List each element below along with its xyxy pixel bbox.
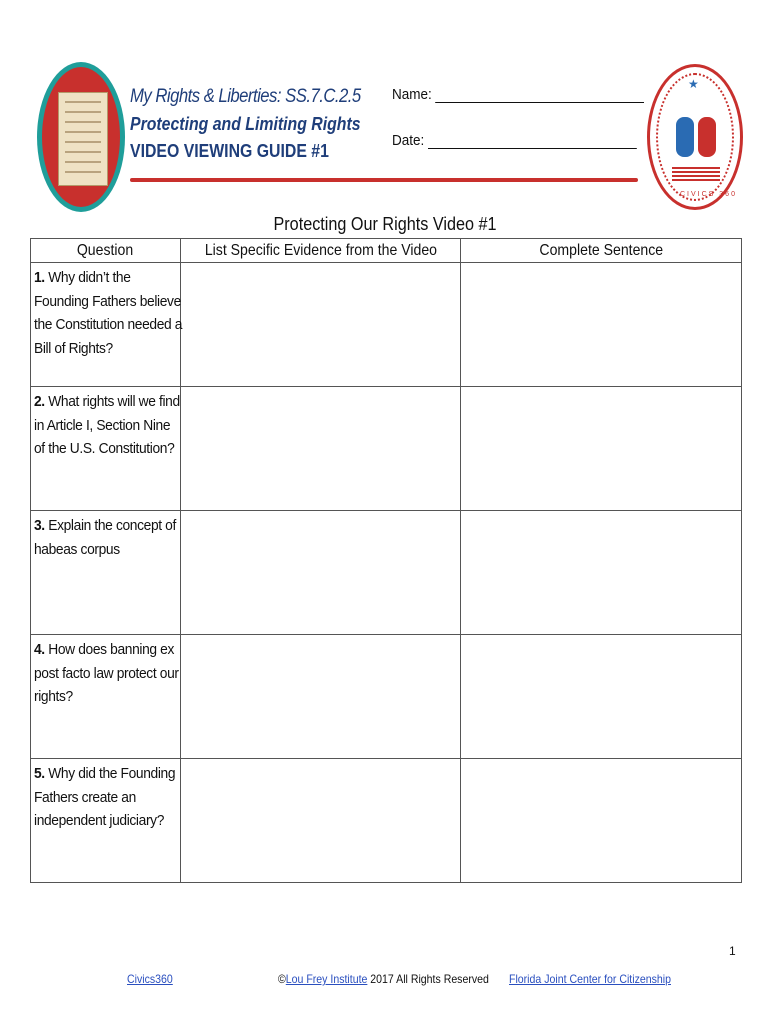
footer-copyright (278, 972, 489, 986)
date-label: Date: (392, 132, 425, 149)
civics360-link[interactable]: Civics360 (127, 972, 173, 986)
footer-left (127, 972, 173, 986)
sentence-cell[interactable] (461, 263, 742, 387)
header-title-block (130, 86, 392, 162)
evidence-cell[interactable] (181, 263, 461, 387)
table-header-row (31, 239, 742, 263)
copyright-symbol: © (278, 972, 286, 986)
column-header-sentence: Complete Sentence (461, 239, 742, 263)
sentence-cell[interactable] (461, 511, 742, 635)
fjcc-link[interactable]: Florida Joint Center for Citizenship (509, 972, 671, 986)
bill-of-rights-logo (37, 62, 125, 212)
table-row (31, 511, 742, 635)
date-field[interactable] (392, 132, 637, 149)
scroll-icon (58, 92, 108, 186)
lesson-subtitle: Protecting and Limiting Rights (130, 114, 361, 134)
sentence-cell[interactable] (461, 387, 742, 511)
evidence-cell[interactable] (181, 387, 461, 511)
footer-right (509, 972, 671, 986)
column-header-evidence: List Specific Evidence from the Video (181, 239, 461, 263)
column-header-question: Question (31, 239, 181, 263)
lesson-title: My Rights & Liberties: SS.7.C.2.5 (130, 86, 361, 107)
guide-title: VIDEO VIEWING GUIDE #1 (130, 141, 329, 161)
question-cell: 3. Explain the concept of habeas corpus (31, 511, 181, 635)
question-cell: 2. What rights will we find in Article I, Section Nine of the U.S. Constitution? (31, 387, 181, 511)
date-line[interactable] (428, 134, 637, 149)
page-number: 1 (729, 944, 736, 958)
table-row (31, 263, 742, 387)
seal-text: CIVICS 360 (680, 191, 737, 198)
name-label: Name: (392, 86, 432, 103)
evidence-cell[interactable] (181, 511, 461, 635)
sentence-cell[interactable] (461, 635, 742, 759)
question-cell: 1. Why didn’t the Founding Fathers believe the Constitution needed a Bill of Rights? (31, 263, 181, 387)
civics360-seal-icon: ★ CIVICS 360 (647, 64, 743, 210)
evidence-cell[interactable] (181, 759, 461, 883)
header-divider (130, 178, 638, 182)
lou-frey-link[interactable]: Lou Frey Institute (285, 972, 368, 986)
sentence-cell[interactable] (461, 759, 742, 883)
question-cell: 4. How does banning ex post facto law protect our rights? (31, 635, 181, 759)
table-row (31, 759, 742, 883)
evidence-cell[interactable] (181, 635, 461, 759)
name-field[interactable] (392, 86, 644, 103)
viewing-guide-table (30, 238, 742, 883)
table-title: Protecting Our Rights Video #1 (273, 214, 497, 234)
question-cell: 5. Why did the Founding Fathers create an independent judiciary? (31, 759, 181, 883)
name-line[interactable] (435, 88, 644, 103)
table-row (31, 635, 742, 759)
copyright-text: 2017 All Rights Reserved (367, 972, 489, 986)
table-row (31, 387, 742, 511)
